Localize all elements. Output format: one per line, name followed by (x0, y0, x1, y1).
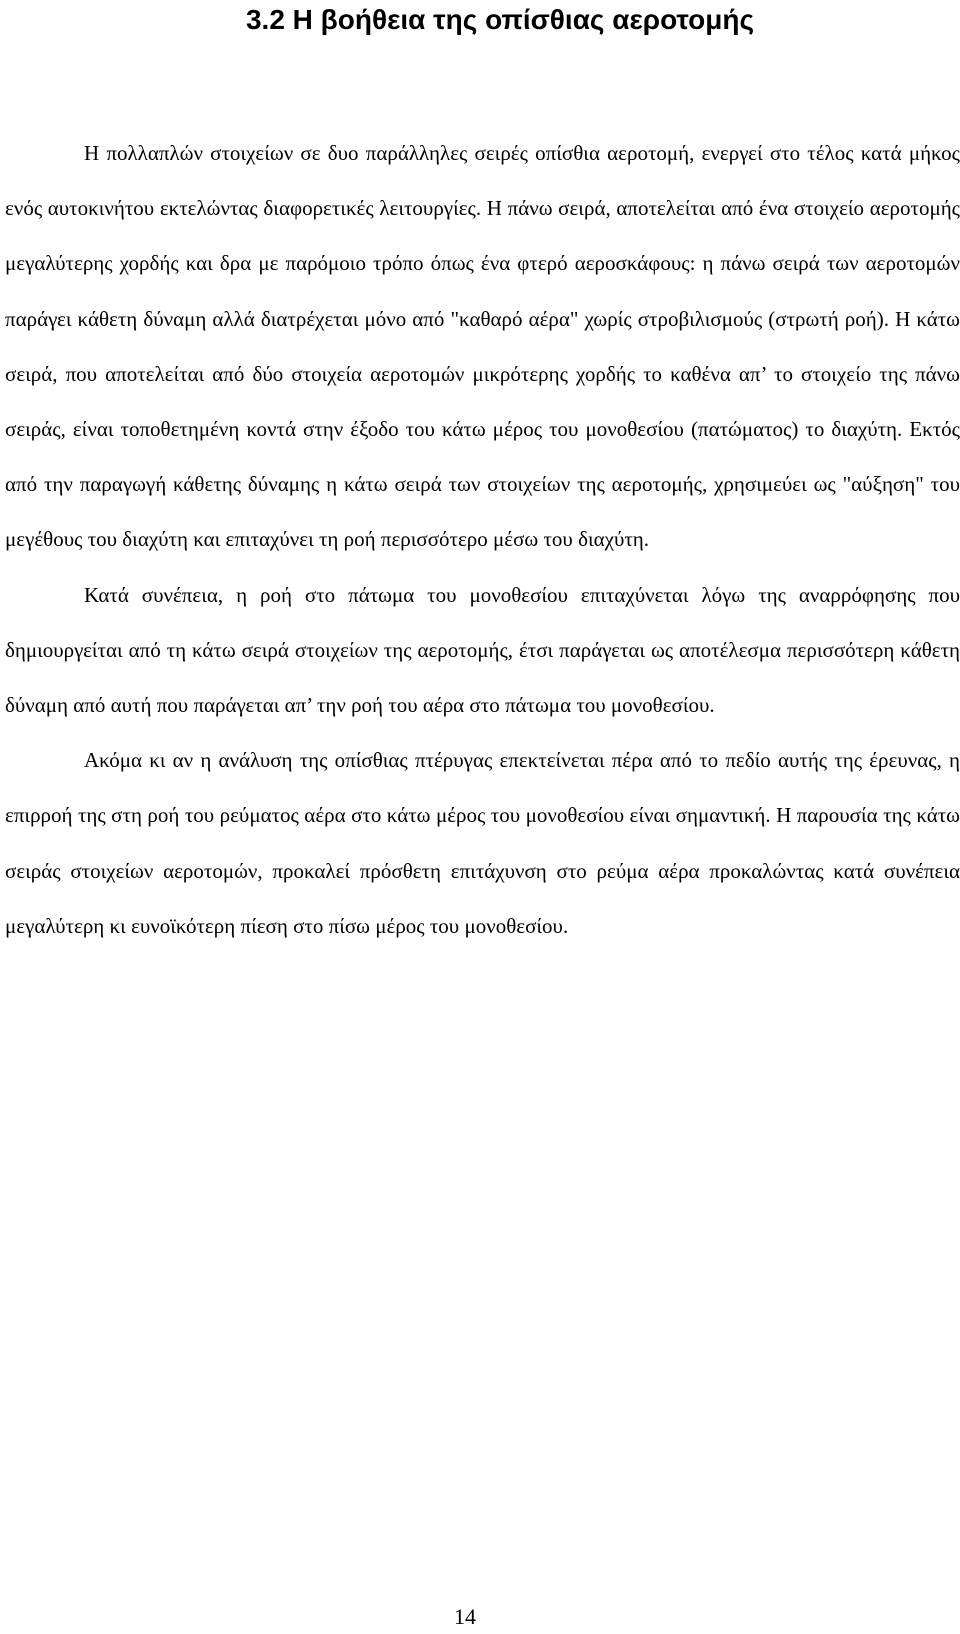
body-text (5, 126, 960, 954)
paragraph-rear-wing-influence: Ακόμα κι αν η ανάλυση της οπίσθιας πτέρυγας επεκτείνεται πέρα από το πεδίο αυτής της έρευνας, η επιρροή της στη ροή του ρεύματος αέρα στο κάτω μέρος του μονοθεσίου είναι σημαντική. Η παρουσία της κάτω σειράς στοιχείων αεροτομών, προκαλεί πρόσθετη επιτάχυνση στο ρεύμα αέρα προκαλώντας κατά συνέπεια μεγαλύτερη κι ευνοϊκότερη πίεση στο πίσω μέρος του μονοθεσίου. (5, 748, 960, 938)
page-number: 14 (454, 1604, 476, 1629)
section-title: 3.2 Η βοήθεια της οπίσθιας αεροτομής (245, 4, 755, 35)
paragraph-floor-flow-consequence: Κατά συνέπεια, η ροή στο πάτωμα του μονοθεσίου επιταχύνεται λόγω της αναρρόφησης που δημιουργείται από τη κάτω σειρά στοιχείων της αεροτομής, έτσι παράγεται ως αποτέλεσμα περισσότερη κάθετη δύναμη από αυτή που παράγεται απ’ την ροή του αέρα στο πάτωμα του μονοθεσίου. (5, 582, 960, 718)
paragraph-rear-wing-function: Η πολλαπλών στοιχείων σε δυο παράλληλες σειρές οπίσθια αεροτομή, ενεργεί στο τέλος κατά μήκος ενός αυτοκινήτου εκτελώντας διαφορετικές λειτουργίες. Η πάνω σειρά, αποτελείται από ένα στοιχείο αεροτομής μεγαλύτερης χορδής και δρα με παρόμοιο τρόπο όπως ένα φτερό αεροσκάφους: η πάνω σειρά των αεροτομών παράγει κάθετη δύναμη αλλά διατρέχεται μόνο από "καθαρό αέρα" χωρίς στροβιλισμούς (στρωτή ροή). Η κάτω σειρά, που αποτελείται από δύο στοιχεία αεροτομών μικρότερης χορδής το καθένα απ’ το στοιχείο της πάνω σειράς, είναι τοποθετημένη κοντά στην έξοδο του κάτω μέρος του μονοθεσίου (πατώματος) το διαχύτη. Εκτός από την παραγωγή κάθετης δύναμης η κάτω σειρά των στοιχείων της αεροτομής, χρησιμεύει ως "αύξηση" του μεγέθους του διαχύτη και επιταχύνει τη ροή περισσότερο μέσω του διαχύτη. (5, 141, 960, 552)
